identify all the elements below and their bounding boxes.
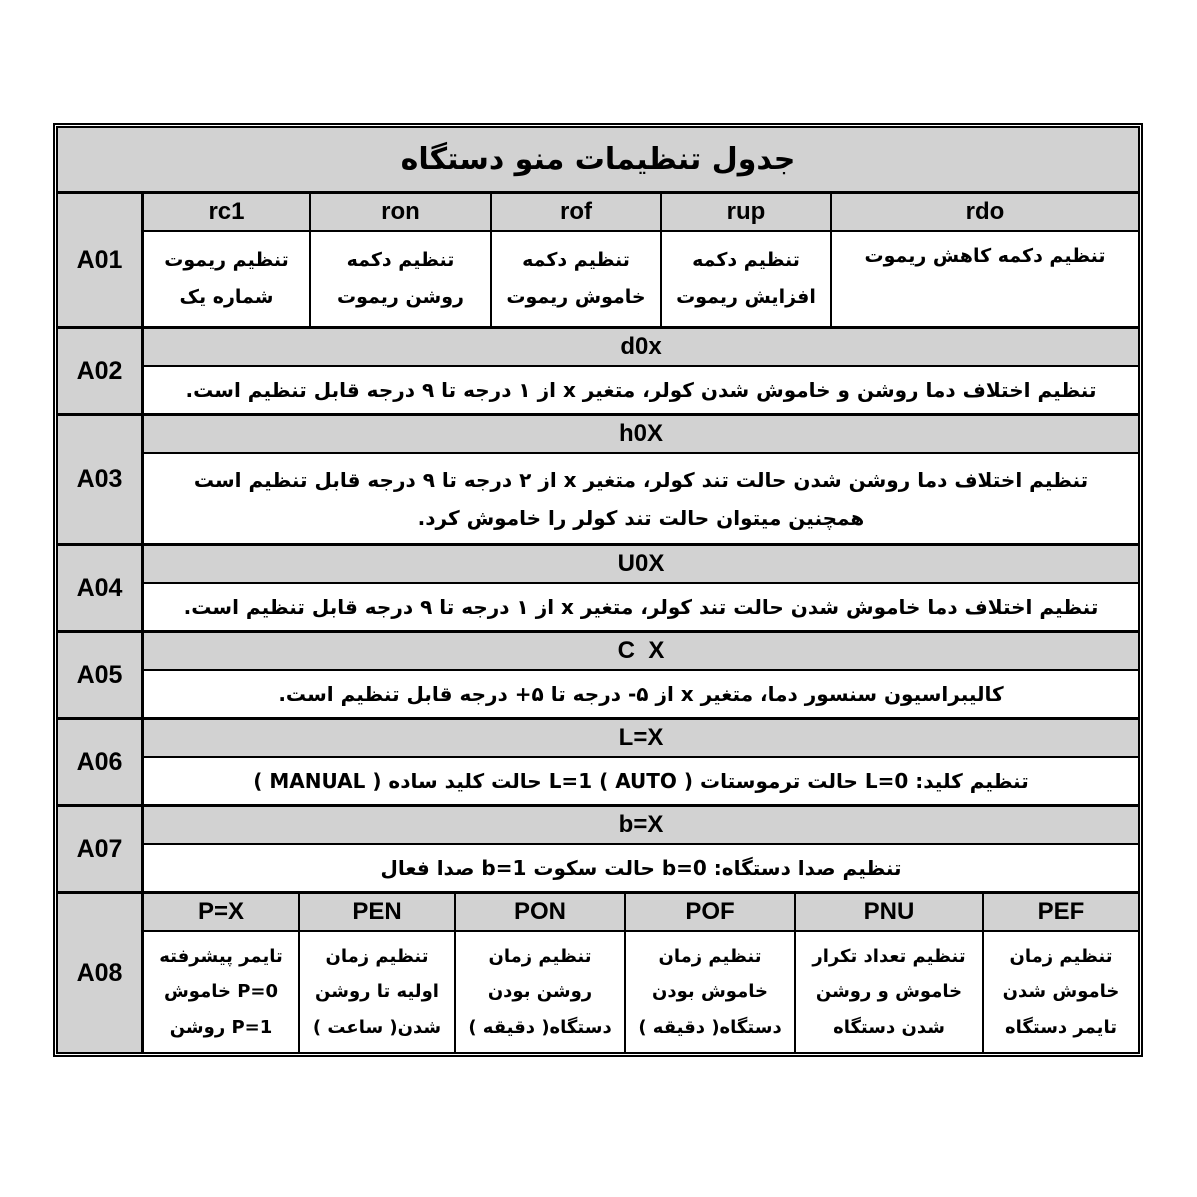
table-title: جدول تنظیمات منو دستگاه <box>58 128 1138 194</box>
row-a07 <box>144 807 1138 894</box>
param-key: P=X <box>144 894 298 932</box>
param-desc: تنظیم دکمه کاهش ریموت <box>864 245 1106 267</box>
param-desc: تنظیم زمان روشن بودن دستگاه( دقیقه ) <box>468 946 612 1038</box>
cell-rof <box>492 194 662 326</box>
row-code-a07: A07 <box>58 807 144 894</box>
cell-rdo <box>832 194 1138 326</box>
param-desc: تنظیم اختلاف دما روشن و خاموش شدن کولر، متغیر x از ۱ درجه تا ۹ درجه قابل تنظیم است. <box>185 378 1097 402</box>
cell-ron <box>311 194 492 326</box>
row-code-a05: A05 <box>58 633 144 720</box>
row-code-a04: A04 <box>58 546 144 633</box>
param-key: rdo <box>832 194 1138 232</box>
param-desc: تنظیم ریموت شماره یک <box>164 248 289 308</box>
row-a08 <box>144 894 1138 1052</box>
row-a05 <box>144 633 1138 720</box>
param-desc: تنظیم کلید: L=0 حالت ترموستات ( AUTO ) L=1 حالت کلید ساده ( MANUAL ) <box>253 769 1029 793</box>
cell-rc1 <box>144 194 311 326</box>
param-key: POF <box>626 894 794 932</box>
param-key: rc1 <box>144 194 309 232</box>
param-desc: تنظیم دکمه روشن ریموت <box>337 248 464 308</box>
param-desc: تنظیم اختلاف دما روشن شدن حالت تند کولر، متغیر x از ۲ درجه تا ۹ درجه قابل تنظیم است همچنین میتوان حالت تند کولر را خاموش کرد. <box>193 467 1089 530</box>
param-desc: تنظیم زمان خاموش شدن تایمر دستگاه <box>1002 946 1120 1038</box>
param-key: ron <box>311 194 490 232</box>
param-desc: تنظیم دکمه افزایش ریموت <box>676 248 816 308</box>
row-a04 <box>144 546 1138 633</box>
param-key: rof <box>492 194 660 232</box>
param-key: PON <box>456 894 624 932</box>
cell-pnu <box>796 894 984 1052</box>
row-a03 <box>144 416 1138 546</box>
row-a01 <box>144 194 1138 329</box>
param-desc: تنظیم صدا دستگاه: b=0 حالت سکوت b=1 صدا فعال <box>380 856 902 880</box>
param-desc: تنظیم زمان اولیه تا روشن شدن( ساعت ) <box>312 946 442 1038</box>
cell-rup <box>662 194 832 326</box>
param-key: PEN <box>300 894 454 932</box>
row-code-a08: A08 <box>58 894 144 1052</box>
param-desc: تنظیم زمان خاموش بودن دستگاه( دقیقه ) <box>638 946 782 1038</box>
param-desc: تایمر پیشرفته P=0 خاموش P=1 روشن <box>159 946 283 1038</box>
param-key: U0X <box>144 546 1138 584</box>
param-key: PEF <box>984 894 1138 932</box>
param-desc: کالیبراسیون سنسور دما، متغیر x از ۵- درجه تا ۵+ درجه قابل تنظیم است. <box>278 682 1004 706</box>
row-a06 <box>144 720 1138 807</box>
row-code-a02: A02 <box>58 329 144 416</box>
param-desc: تنظیم تعداد تکرار خاموش و روشن شدن دستگاه <box>812 946 966 1038</box>
param-key: rup <box>662 194 830 232</box>
param-desc: تنظیم اختلاف دما خاموش شدن حالت تند کولر، متغیر x از ۱ درجه تا ۹ درجه قابل تنظیم است. <box>183 595 1099 619</box>
param-key: PNU <box>796 894 982 932</box>
row-code-a06: A06 <box>58 720 144 807</box>
param-key: L=X <box>144 720 1138 758</box>
param-key: h0X <box>144 416 1138 454</box>
param-key: C X <box>144 633 1138 671</box>
row-a02 <box>144 329 1138 416</box>
cell-pen <box>300 894 456 1052</box>
cell-pof <box>626 894 796 1052</box>
cell-p-x <box>144 894 300 1052</box>
settings-table <box>53 123 1143 1057</box>
param-key: d0x <box>144 329 1138 367</box>
param-key: b=X <box>144 807 1138 845</box>
cell-pon <box>456 894 626 1052</box>
row-code-a01: A01 <box>58 194 144 329</box>
cell-pef <box>984 894 1138 1052</box>
row-code-a03: A03 <box>58 416 144 546</box>
param-desc: تنظیم دکمه خاموش ریموت <box>506 248 646 308</box>
